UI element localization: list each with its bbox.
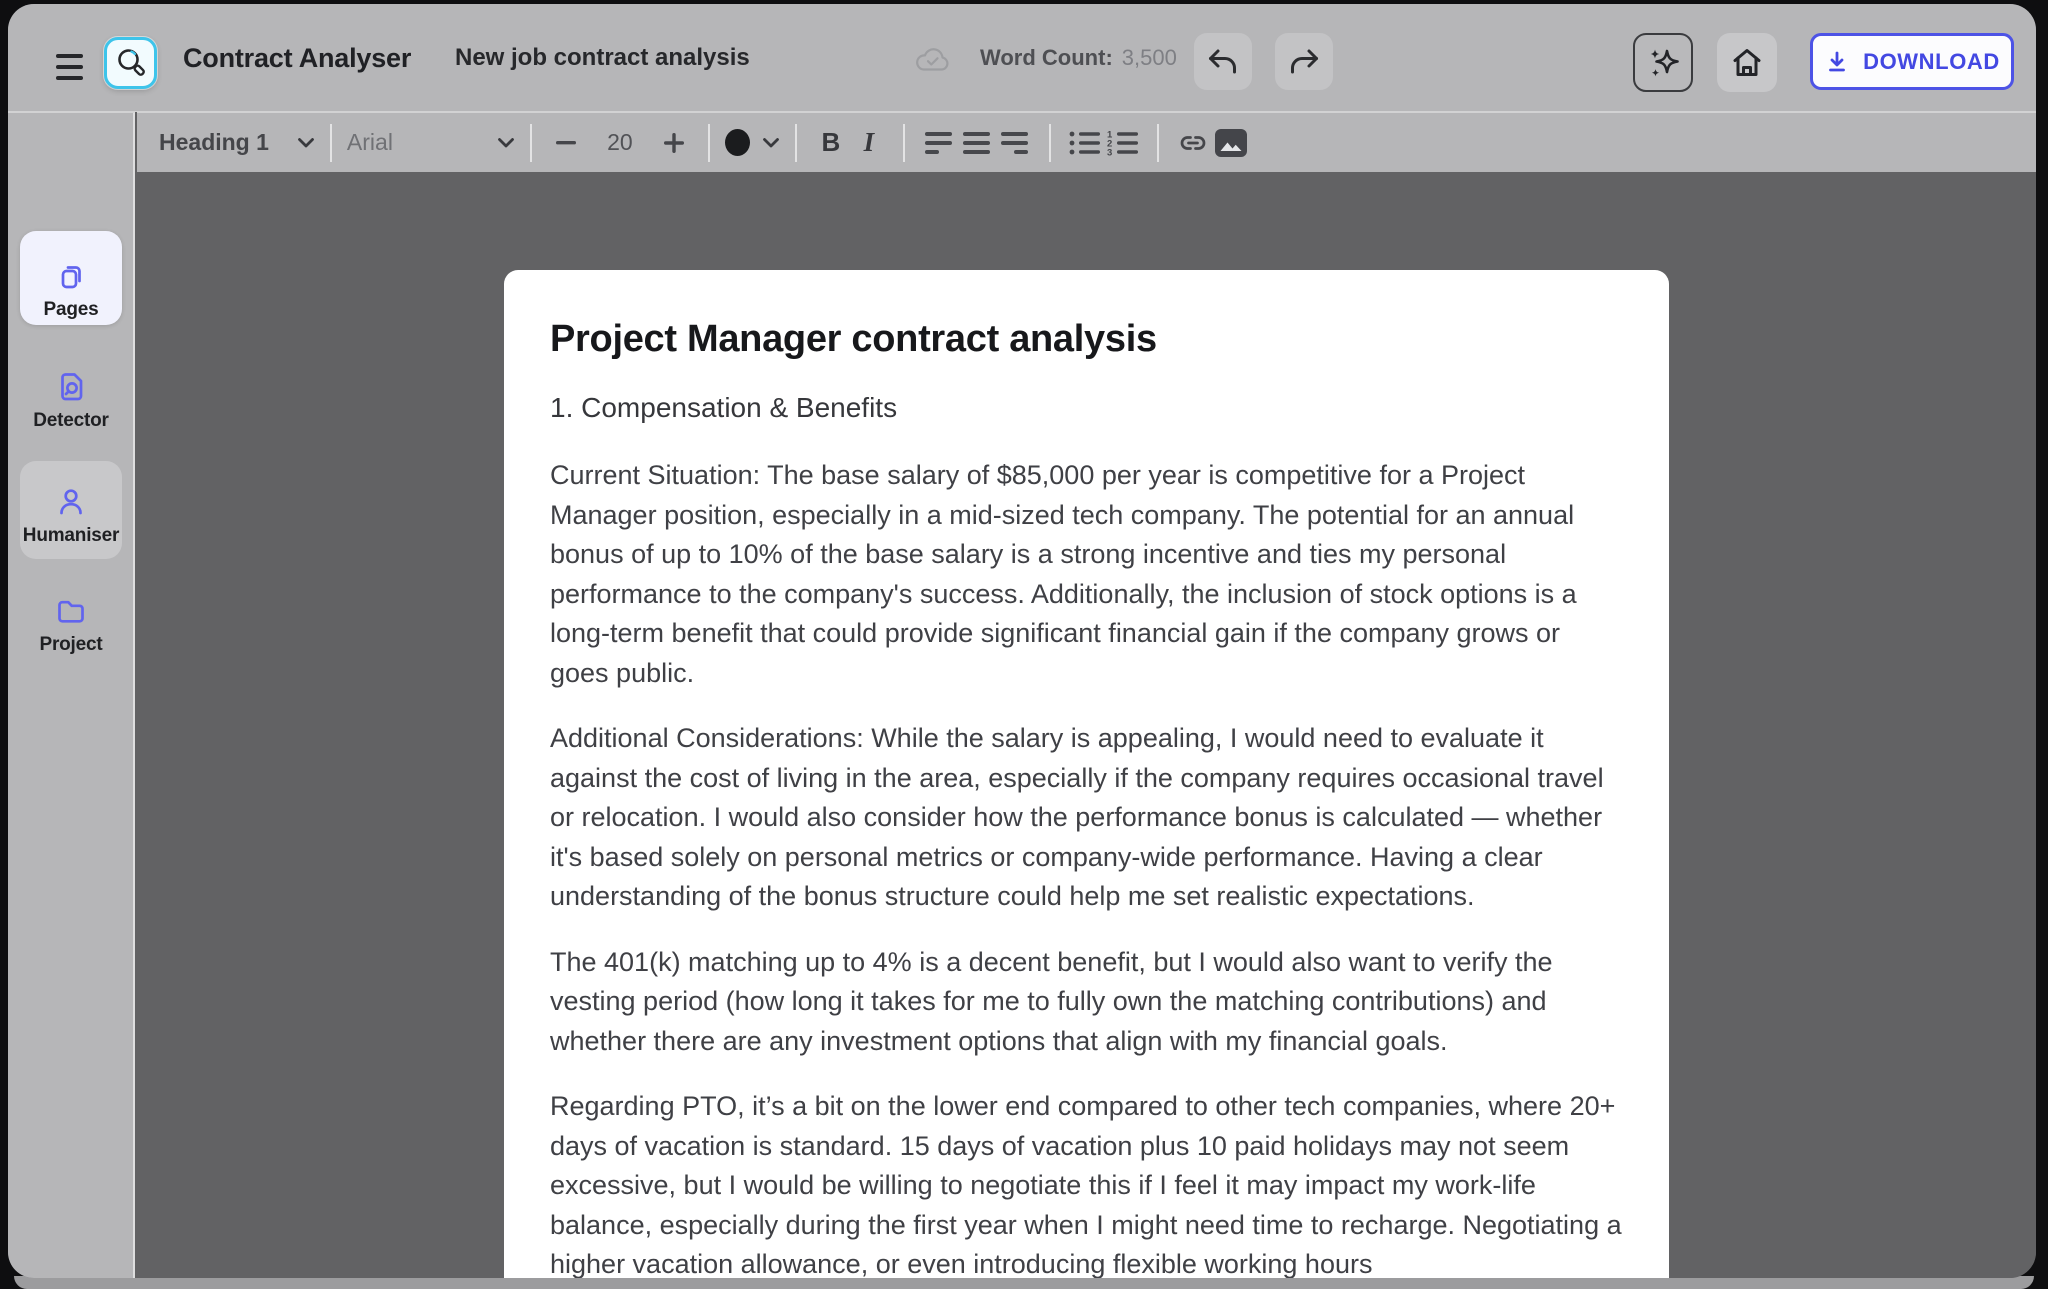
document-page[interactable]	[504, 270, 1669, 1278]
paragraph-style-select[interactable]	[159, 129, 315, 156]
image-icon	[1214, 128, 1248, 158]
plus-icon	[664, 133, 684, 153]
undo-button[interactable]	[1194, 33, 1252, 90]
font-size-increase-button[interactable]	[655, 123, 693, 163]
color-swatch	[725, 129, 750, 156]
font-size-decrease-button[interactable]	[547, 123, 585, 163]
font-size-value: 20	[607, 129, 633, 155]
minus-icon	[556, 141, 576, 145]
document-heading[interactable]: Project Manager contract analysis	[550, 318, 1157, 360]
chevron-down-icon	[297, 137, 315, 149]
app-title: Contract Analyser	[183, 42, 412, 73]
paragraph-style-value: Heading 1	[159, 129, 269, 155]
paragraph[interactable]: Additional Considerations: While the salary is appealing, I would need to evaluate it against the cost of living in the area, especially if the company requires occasional travel or relocation. I would also consider how the performance bonus is calculated — whether it's based solely on personal metrics or company-wide performance. Having a clear understanding of the bonus structure could help me set realistic expectations.	[550, 723, 1604, 911]
bold-button[interactable]	[812, 123, 850, 163]
pages-icon	[53, 258, 89, 294]
font-family-select[interactable]	[347, 129, 515, 156]
sidebar	[8, 112, 135, 1278]
download-label: DOWNLOAD	[1863, 48, 2000, 74]
italic-button[interactable]	[850, 123, 888, 163]
sidebar-item-humaniser[interactable]	[20, 461, 122, 559]
formatting-toolbar	[137, 112, 2036, 172]
italic-icon: I	[863, 127, 875, 157]
topbar	[8, 4, 2036, 112]
sidebar-item-project[interactable]	[20, 593, 122, 656]
word-count-label: Word Count:	[980, 45, 1113, 70]
section-heading[interactable]: 1. Compensation & Benefits	[550, 392, 898, 423]
link-icon	[1175, 125, 1211, 161]
download-icon	[1824, 49, 1850, 75]
chevron-down-icon	[762, 137, 780, 149]
document-canvas	[137, 172, 2036, 1278]
document-title[interactable]: New job contract analysis	[455, 44, 750, 71]
numbered-list-icon	[1106, 129, 1140, 157]
download-button[interactable]	[1810, 33, 2014, 90]
paragraph[interactable]: The 401(k) matching up to 4% is a decent benefit, but I would also want to verify the vesting period (how long it takes for me to fully own the matching contributions) and whether there are any investment options that align with my financial goals.	[550, 946, 1553, 1056]
search-icon	[114, 46, 148, 80]
redo-icon	[1284, 42, 1324, 82]
project-icon	[53, 593, 89, 629]
svg-text:1: 1	[1106, 128, 1113, 140]
home-icon	[1728, 44, 1766, 82]
align-right-button[interactable]	[996, 123, 1034, 163]
insert-link-button[interactable]	[1174, 123, 1212, 163]
bullet-list-icon	[1068, 129, 1102, 157]
cloud-sync-icon	[914, 46, 952, 75]
text-color-select[interactable]	[725, 129, 780, 156]
numbered-list-button[interactable]	[1104, 123, 1142, 163]
undo-icon	[1203, 42, 1243, 82]
bullet-list-button[interactable]	[1066, 123, 1104, 163]
paragraph[interactable]: Current Situation: The base salary of $85,000 per year is competitive for a Project Manager position, especially in a mid-sized tech company. The potential for an annual bonus of up to 10% of the base salary is a strong incentive and ties my personal performance to the company's success. Additionally, the inclusion of stock options is a long-term benefit that could provide significant financial gain if the company grows or goes public.	[550, 460, 1577, 688]
font-size-stepper	[547, 123, 693, 163]
word-count	[980, 4, 1177, 112]
sidebar-item-label: Detector	[33, 410, 109, 431]
insert-image-button[interactable]	[1212, 123, 1250, 163]
ai-assistant-button[interactable]	[1633, 33, 1693, 92]
font-family-value: Arial	[346, 129, 393, 155]
word-count-value: 3,500	[1121, 45, 1177, 70]
align-center-icon	[963, 132, 990, 154]
svg-text:3: 3	[1106, 146, 1113, 157]
sidebar-item-detector[interactable]	[20, 369, 122, 432]
hamburger-menu-button[interactable]	[56, 54, 86, 80]
redo-button[interactable]	[1275, 33, 1333, 90]
svg-text:2: 2	[1106, 137, 1113, 149]
detector-icon	[53, 369, 89, 405]
align-left-icon	[925, 132, 952, 154]
sidebar-item-label: Project	[39, 634, 103, 655]
home-button[interactable]	[1717, 33, 1777, 92]
sidebar-item-pages[interactable]	[20, 231, 122, 325]
align-right-icon	[1001, 132, 1028, 154]
sparkles-icon	[1643, 43, 1683, 83]
align-center-button[interactable]	[958, 123, 996, 163]
humaniser-icon	[53, 484, 89, 520]
align-left-button[interactable]	[920, 123, 958, 163]
paragraph[interactable]: Regarding PTO, it’s a bit on the lower end compared to other tech companies, where 20+ days of vacation is standard. 15 days of vacation plus 10 paid holidays may not seem excessive, but I would be willing to negotiate this if I feel it may impact my work-life balance, especially during the first year when I might need time to recharge. Negotiating a higher vacation allowance, or even introducing flexible working hours	[550, 1091, 1622, 1278]
sidebar-item-label: Pages	[43, 299, 99, 320]
bold-icon: B	[821, 127, 841, 157]
search-button[interactable]	[104, 37, 157, 89]
app-window	[8, 4, 2036, 1278]
sidebar-item-label: Humaniser	[22, 525, 120, 546]
chevron-down-icon	[497, 137, 515, 149]
